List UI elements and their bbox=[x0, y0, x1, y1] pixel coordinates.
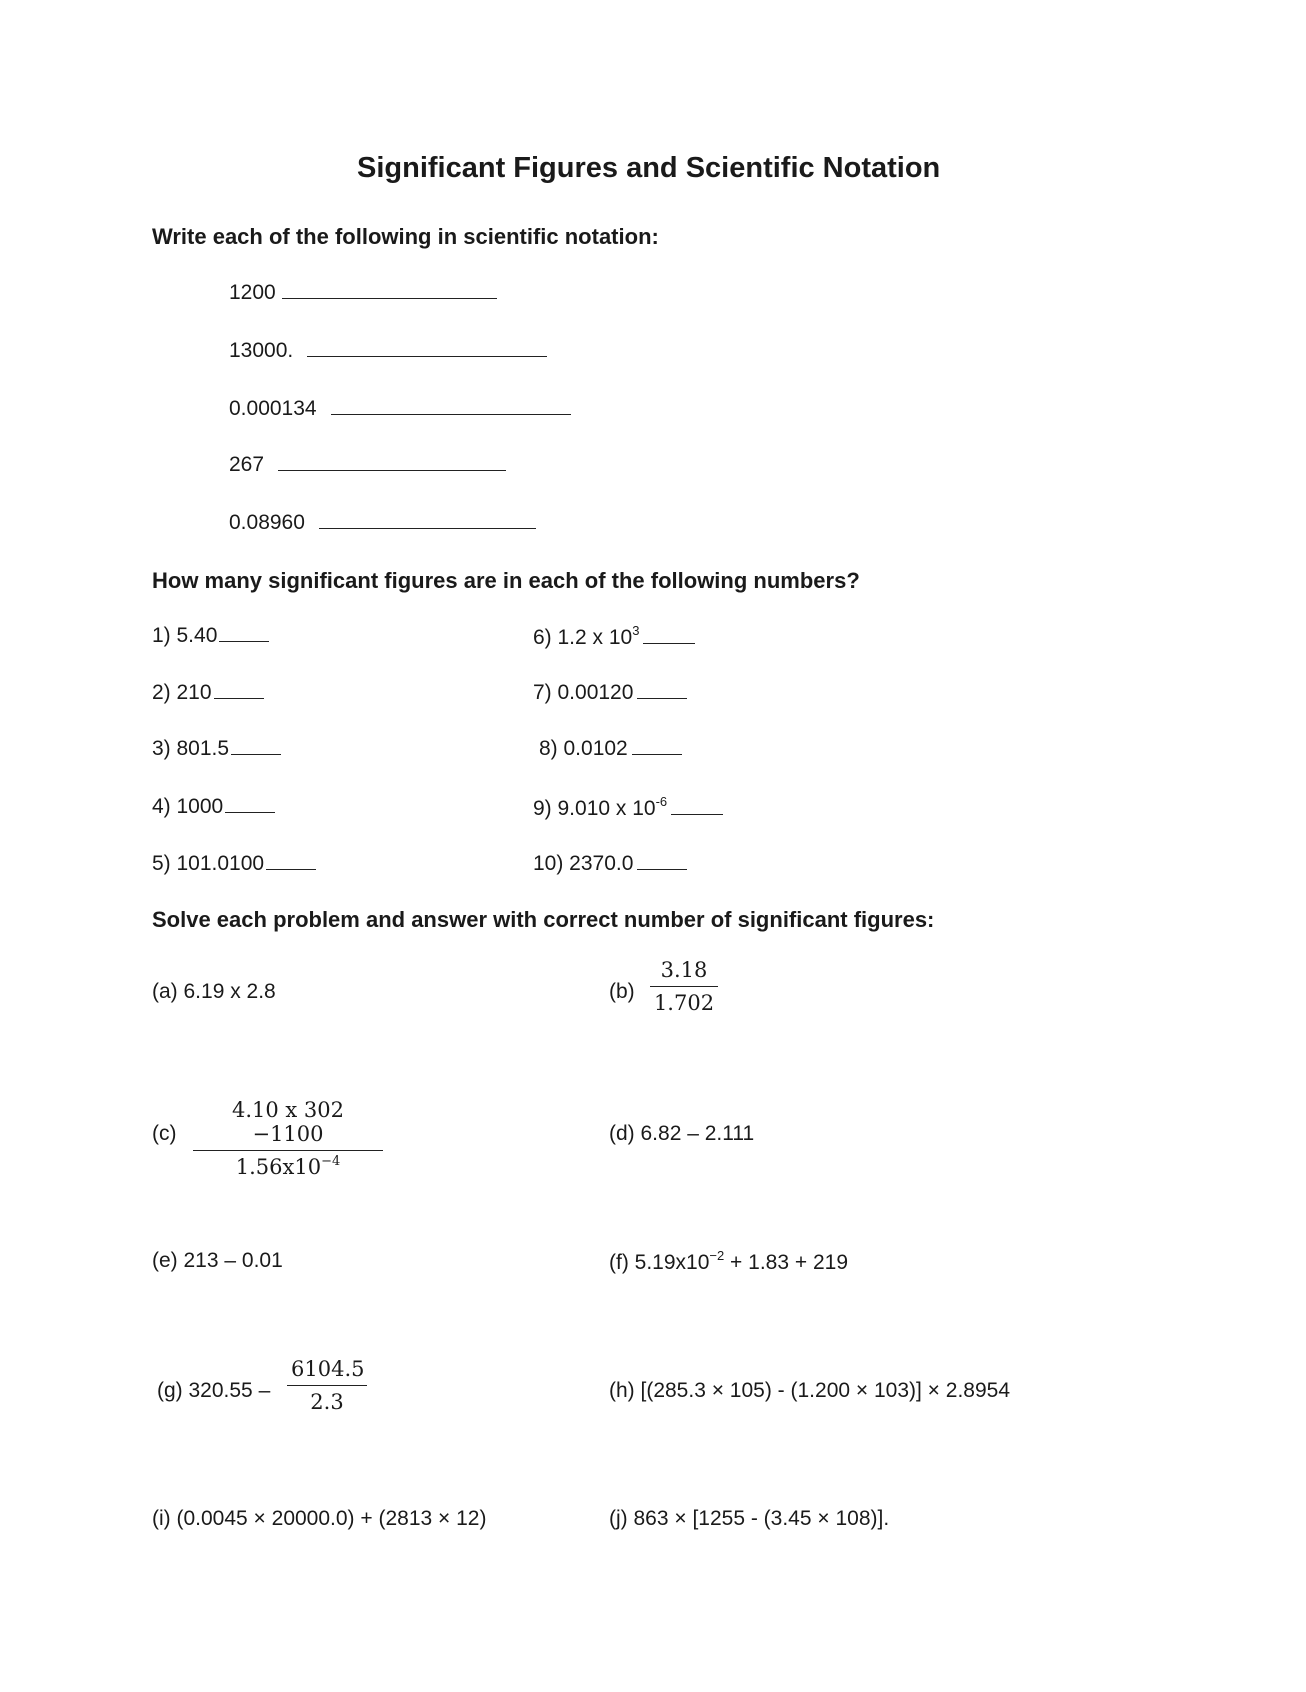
sci-notation-item bbox=[229, 511, 536, 535]
answer-blank[interactable] bbox=[319, 527, 536, 529]
item-label: 3) 801.5 bbox=[152, 737, 230, 760]
item-label: 4) 1000 bbox=[152, 795, 224, 818]
sig-fig-item bbox=[533, 681, 687, 705]
item-label: 6) 1.2 x 10 bbox=[533, 626, 633, 649]
problem-b-fraction bbox=[650, 958, 718, 1015]
section-2-heading: How many significant figures are in each of the following numbers? bbox=[152, 568, 860, 593]
answer-blank[interactable] bbox=[307, 355, 547, 357]
problem-d: (d) 6.82 – 2.111 bbox=[609, 1122, 755, 1145]
answer-blank[interactable] bbox=[637, 868, 687, 870]
numerator: 3.18 bbox=[660, 958, 708, 982]
answer-blank[interactable] bbox=[231, 753, 281, 755]
problem-f bbox=[609, 1249, 848, 1275]
problem-f-rest: + 1.83 + 219 bbox=[724, 1251, 848, 1274]
item-value: 267 bbox=[229, 453, 265, 476]
exponent: 3 bbox=[632, 623, 640, 638]
sig-fig-item bbox=[533, 624, 695, 650]
numerator: 6104.5 bbox=[291, 1357, 365, 1381]
problem-c-fraction bbox=[193, 1098, 383, 1179]
problem-j: (j) 863 × [1255 - (3.45 × 108)]. bbox=[609, 1507, 890, 1530]
item-value: 1200 bbox=[229, 281, 276, 304]
sig-fig-item bbox=[533, 852, 687, 876]
item-label: 1) 5.40 bbox=[152, 624, 218, 647]
section-3-heading: Solve each problem and answer with correct number of significant figures: bbox=[152, 907, 935, 932]
item-label: 10) 2370.0 bbox=[533, 852, 634, 875]
answer-blank[interactable] bbox=[266, 868, 316, 870]
sig-fig-item bbox=[152, 737, 281, 761]
problem-i: (i) (0.0045 × 20000.0) + (2813 × 12) bbox=[152, 1507, 487, 1530]
sig-fig-item bbox=[152, 795, 275, 819]
problem-h: (h) [(285.3 × 105) - (1.200 × 103)] × 2.8954 bbox=[609, 1379, 1011, 1402]
item-value: 0.08960 bbox=[229, 511, 305, 534]
denominator bbox=[193, 1151, 383, 1179]
sig-fig-item bbox=[152, 852, 316, 876]
answer-blank[interactable] bbox=[637, 697, 687, 699]
sig-fig-item bbox=[152, 624, 269, 648]
problem-a: (a) 6.19 x 2.8 bbox=[152, 980, 276, 1003]
answer-blank[interactable] bbox=[219, 640, 269, 642]
item-label: 8) 0.0102 bbox=[539, 737, 628, 760]
denominator: 2.3 bbox=[310, 1390, 344, 1414]
item-value: 0.000134 bbox=[229, 397, 317, 420]
answer-blank[interactable] bbox=[214, 697, 264, 699]
answer-blank[interactable] bbox=[671, 813, 723, 815]
item-label: 9) 9.010 x 10 bbox=[533, 797, 656, 820]
item-label: 2) 210 bbox=[152, 681, 212, 704]
exponent: −4 bbox=[321, 1154, 341, 1169]
sci-notation-item bbox=[229, 339, 547, 363]
exponent: -6 bbox=[655, 794, 668, 809]
answer-blank[interactable] bbox=[225, 811, 275, 813]
item-label: 7) 0.00120 bbox=[533, 681, 634, 704]
problem-g-fraction bbox=[287, 1357, 367, 1414]
sig-fig-item bbox=[533, 795, 723, 821]
problem-f-base: (f) 5.19x10 bbox=[609, 1251, 710, 1274]
sci-notation-item bbox=[229, 453, 506, 477]
denominator-base: 1.56x10 bbox=[235, 1155, 322, 1179]
section-1-heading: Write each of the following in scientific notation: bbox=[152, 224, 659, 249]
problem-g-label: (g) 320.55 – bbox=[157, 1379, 271, 1402]
sci-notation-item bbox=[229, 281, 497, 305]
exponent: −2 bbox=[709, 1248, 725, 1263]
numerator: 4.10 x 302 −1100 bbox=[231, 1098, 345, 1146]
problem-e: (e) 213 – 0.01 bbox=[152, 1249, 283, 1272]
item-value: 13000. bbox=[229, 339, 294, 362]
problem-b-label: (b) bbox=[609, 980, 635, 1003]
answer-blank[interactable] bbox=[331, 413, 571, 415]
sci-notation-item bbox=[229, 397, 571, 421]
problem-c-label: (c) bbox=[152, 1122, 177, 1145]
sig-fig-item bbox=[152, 681, 264, 705]
sig-fig-item bbox=[539, 737, 682, 761]
item-label: 5) 101.0100 bbox=[152, 852, 265, 875]
answer-blank[interactable] bbox=[282, 297, 497, 299]
answer-blank[interactable] bbox=[278, 469, 506, 471]
answer-blank[interactable] bbox=[632, 753, 682, 755]
denominator: 1.702 bbox=[653, 991, 715, 1015]
answer-blank[interactable] bbox=[643, 642, 695, 644]
page-title: Significant Figures and Scientific Notation bbox=[357, 152, 941, 184]
